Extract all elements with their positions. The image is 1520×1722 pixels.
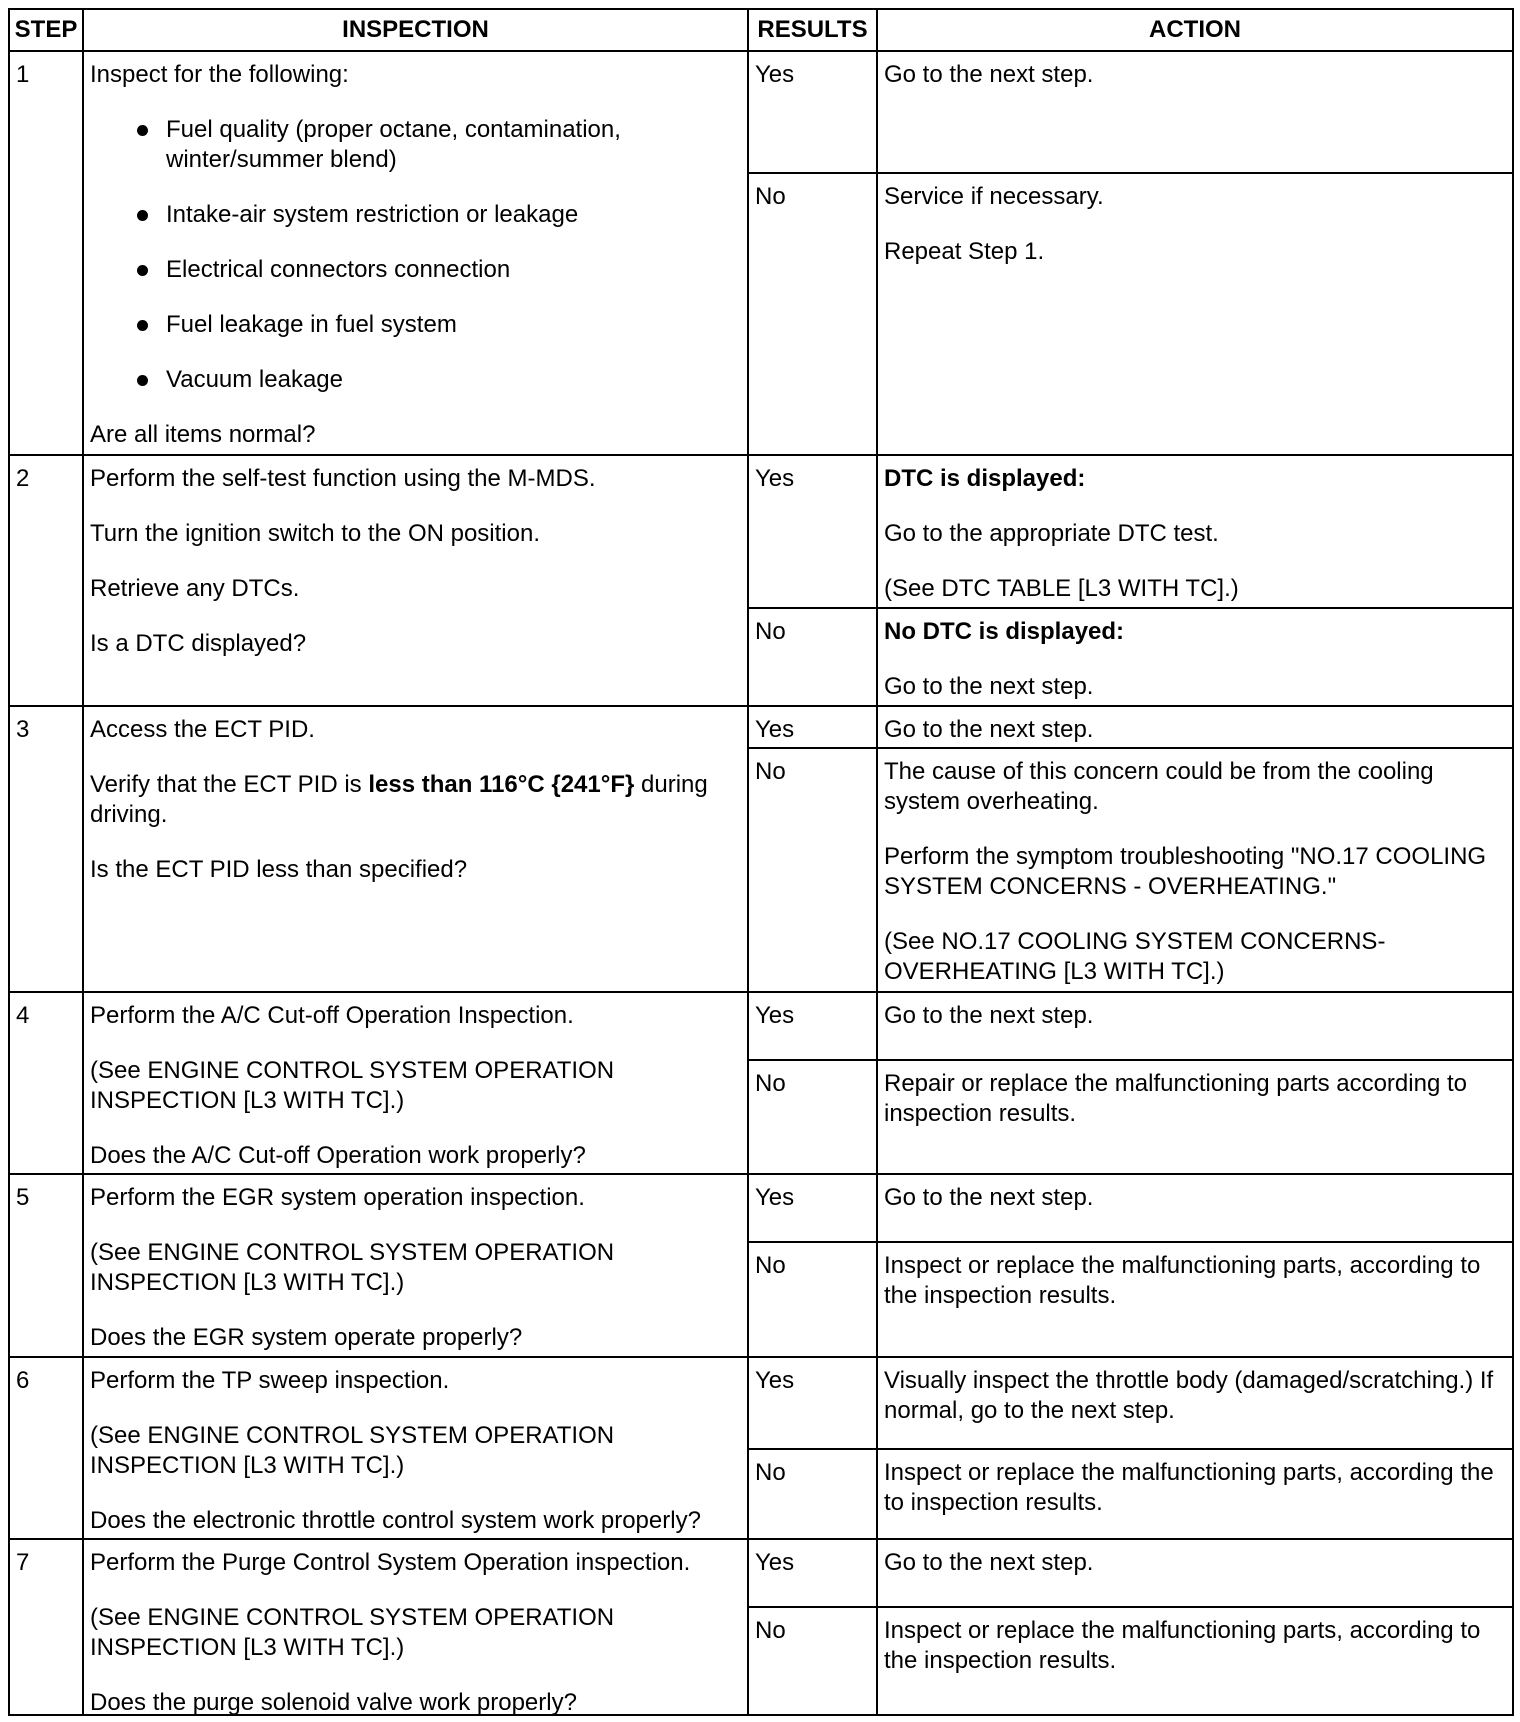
action-text: Go to the next step. [884, 1002, 1094, 1029]
result-no: No [755, 1459, 786, 1486]
diagnostic-procedure-table [8, 8, 1514, 1716]
action-text: Go to the next step. [884, 1184, 1094, 1211]
inspection-text: (See ENGINE CONTROL SYSTEM OPERATION INSPECTION [L3 WITH TC].) [90, 1239, 615, 1296]
action-yes [878, 993, 1512, 1031]
checklist-item: Fuel quality (proper octane, contamination, winter/summer blend) [90, 115, 740, 175]
action-text: Inspect or replace the malfunctioning parts, according to the inspection results. [884, 1617, 1481, 1674]
result-yes: Yes [755, 465, 795, 492]
action-text: (See DTC TABLE [L3 WITH TC].) [884, 575, 1239, 602]
action-text: Repair or replace the malfunctioning parts according to inspection results. [884, 1070, 1467, 1127]
inspection-question: Does the electronic throttle control system work properly? [90, 1507, 701, 1534]
action-heading: No DTC is displayed: [884, 618, 1125, 645]
action-yes [878, 1540, 1512, 1578]
inspection-text: Perform the Purge Control System Operation inspection. [90, 1549, 691, 1576]
step-2-inspection [84, 456, 747, 659]
action-text: Go to the next step. [884, 673, 1094, 700]
checklist-item: Fuel leakage in fuel system [90, 310, 740, 340]
inspection-text: (See ENGINE CONTROL SYSTEM OPERATION INSPECTION [L3 WITH TC].) [90, 1057, 615, 1114]
action-no [878, 609, 1512, 702]
step-1-inspection [84, 52, 747, 450]
inspection-text: Perform the TP sweep inspection. [90, 1367, 450, 1394]
result-yes: Yes [755, 1549, 795, 1576]
inspection-text: Retrieve any DTCs. [90, 575, 300, 602]
inspection-question: Does the A/C Cut-off Operation work properly? [90, 1142, 586, 1169]
step-3-inspection [84, 707, 747, 885]
action-yes [878, 1175, 1512, 1213]
inspection-question: Does the EGR system operate properly? [90, 1324, 523, 1351]
result-no: No [755, 183, 786, 210]
action-text: Service if necessary. [884, 183, 1104, 210]
inspection-question: Are all items normal? [90, 421, 316, 448]
result-yes: Yes [755, 716, 795, 743]
action-text: Perform the symptom troubleshooting "NO.17 COOLING SYSTEM CONCERNS - OVERHEATING." [884, 843, 1487, 900]
action-text: Visually inspect the throttle body (damaged/scratching.) If normal, go to the next step. [884, 1367, 1494, 1424]
result-yes: Yes [755, 1002, 795, 1029]
inspection-text [90, 770, 740, 830]
action-yes [878, 707, 1512, 745]
inspection-text-part: during driving. [90, 771, 708, 828]
action-no [878, 174, 1512, 267]
result-no: No [755, 758, 786, 785]
checklist-item: Vacuum leakage [90, 365, 740, 395]
step-4-inspection [84, 993, 747, 1171]
header-results: RESULTS [757, 16, 868, 43]
action-text: Go to the next step. [884, 716, 1094, 743]
inspection-text: Perform the EGR system operation inspection. [90, 1184, 585, 1211]
action-text: Go to the next step. [884, 61, 1094, 88]
header-step: STEP [14, 16, 78, 43]
inspection-question: Is a DTC displayed? [90, 630, 307, 657]
step-number: 3 [16, 716, 30, 743]
inspection-text: (See ENGINE CONTROL SYSTEM OPERATION INSPECTION [L3 WITH TC].) [90, 1604, 615, 1661]
result-no: No [755, 1070, 786, 1097]
action-text: Go to the appropriate DTC test. [884, 520, 1219, 547]
inspection-text: Turn the ignition switch to the ON position. [90, 520, 540, 547]
action-no [878, 1061, 1512, 1129]
inspection-text: Perform the A/C Cut-off Operation Inspection. [90, 1002, 574, 1029]
step-number: 1 [16, 61, 30, 88]
inspection-checklist [90, 115, 740, 395]
action-yes [878, 1358, 1512, 1426]
inspection-text: (See ENGINE CONTROL SYSTEM OPERATION INSPECTION [L3 WITH TC].) [90, 1422, 615, 1479]
step-number: 2 [16, 465, 30, 492]
ect-limit-value: less than 116°C {241°F} [368, 771, 635, 798]
action-text: (See NO.17 COOLING SYSTEM CONCERNS-OVERHEATING [L3 WITH TC].) [884, 928, 1386, 985]
checklist-item: Electrical connectors connection [90, 255, 740, 285]
inspection-text: Access the ECT PID. [90, 716, 315, 743]
result-yes: Yes [755, 1184, 795, 1211]
action-yes [878, 456, 1512, 604]
result-no: No [755, 1617, 786, 1644]
step-number: 6 [16, 1367, 30, 1394]
header-inspection: INSPECTION [342, 16, 489, 43]
inspection-text: Perform the self-test function using the M-MDS. [90, 465, 596, 492]
inspection-question: Does the purge solenoid valve work properly? [90, 1689, 577, 1716]
step-number: 7 [16, 1549, 30, 1576]
header-action: ACTION [1149, 16, 1241, 43]
action-no [878, 1243, 1512, 1311]
action-text: Inspect or replace the malfunctioning parts, according to the inspection results. [884, 1252, 1481, 1309]
step-5-inspection [84, 1175, 747, 1353]
action-no [878, 749, 1512, 987]
step-6-inspection [84, 1358, 747, 1536]
step-number: 4 [16, 1002, 30, 1029]
action-text: Inspect or replace the malfunctioning parts, according the to inspection results. [884, 1459, 1494, 1516]
inspection-text-part: Verify that the ECT PID is [90, 771, 369, 798]
action-no [878, 1450, 1512, 1518]
inspection-question: Is the ECT PID less than specified? [90, 856, 468, 883]
result-no: No [755, 1252, 786, 1279]
action-no [878, 1608, 1512, 1676]
checklist-item: Intake-air system restriction or leakage [90, 200, 740, 230]
result-yes: Yes [755, 1367, 795, 1394]
step-number: 5 [16, 1184, 30, 1211]
action-text: Go to the next step. [884, 1549, 1094, 1576]
result-no: No [755, 618, 786, 645]
step-7-inspection [84, 1540, 747, 1718]
action-text: Repeat Step 1. [884, 238, 1045, 265]
inspection-text: Inspect for the following: [90, 61, 349, 88]
action-yes [878, 52, 1512, 90]
action-heading: DTC is displayed: [884, 465, 1086, 492]
result-yes: Yes [755, 61, 795, 88]
action-text: The cause of this concern could be from the cooling system overheating. [884, 758, 1434, 815]
